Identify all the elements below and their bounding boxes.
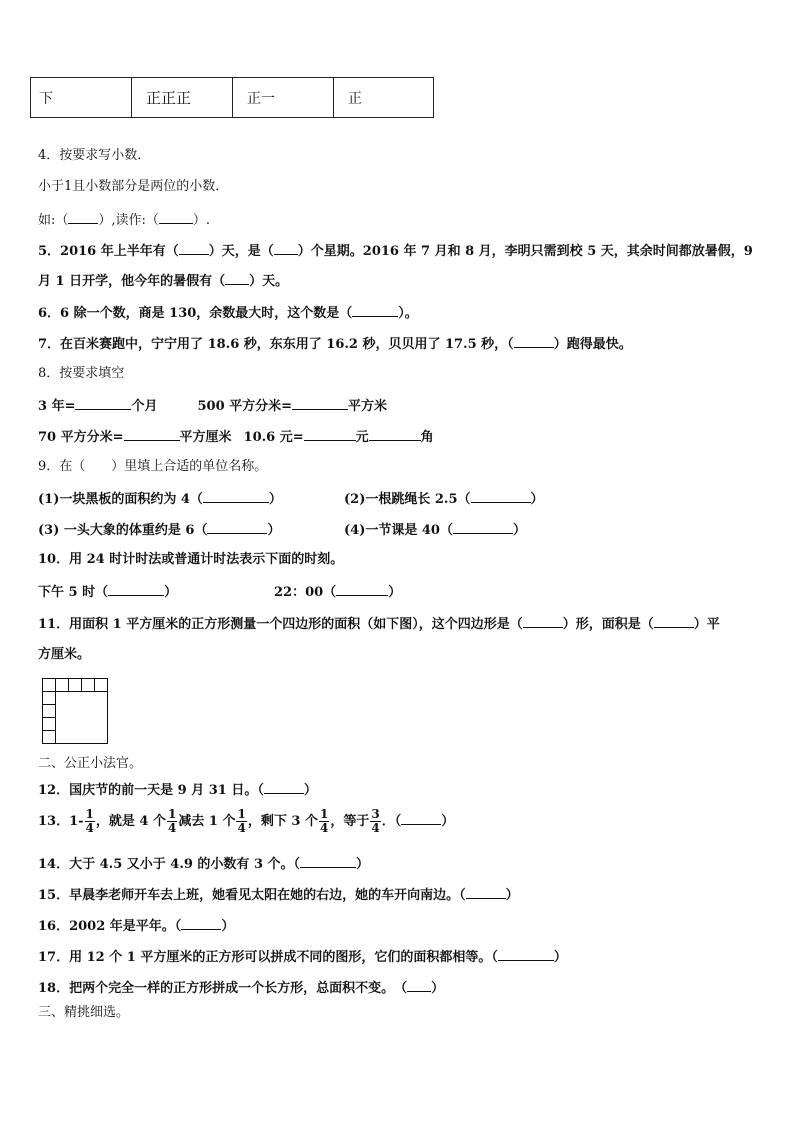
fraction-one-quarter bbox=[167, 808, 177, 835]
q13-blank[interactable] bbox=[401, 812, 441, 825]
q5-blank-3[interactable] bbox=[225, 272, 249, 285]
q17-line bbox=[38, 948, 567, 966]
q15-text-b: ） bbox=[505, 888, 519, 903]
grid-cell bbox=[43, 679, 56, 692]
q8-text-i: 角 bbox=[420, 430, 434, 445]
q4-blank-1[interactable] bbox=[68, 211, 98, 224]
q8-blank-1[interactable] bbox=[75, 397, 131, 410]
q10-item-b bbox=[274, 583, 401, 601]
q9-item-3 bbox=[38, 521, 280, 539]
grid-cell bbox=[69, 679, 82, 692]
q9-item-2-text: (2)一根跳绳长 2.5（ bbox=[344, 492, 471, 507]
q16-text-a: 16．2002 年是平年。（ bbox=[38, 919, 182, 934]
q17-text-b: ） bbox=[553, 950, 567, 965]
q9-title: 9．在（ ）里填上合适的单位名称。 bbox=[38, 459, 268, 474]
fraction-one-quarter bbox=[236, 808, 246, 835]
q15-line bbox=[38, 886, 519, 904]
q5-blank-2[interactable] bbox=[274, 242, 298, 255]
q16-blank[interactable] bbox=[181, 917, 221, 930]
q15-blank[interactable] bbox=[466, 886, 506, 899]
q9-blank-4[interactable] bbox=[453, 521, 513, 534]
q9-close-1: ） bbox=[268, 492, 282, 507]
q7-line bbox=[38, 335, 632, 353]
q7-text-a: 7．在百米赛跑中，宁宁用了 18.6 秒，东东用了 16.2 秒，贝贝用了 17.5 秒，（ bbox=[38, 337, 514, 352]
q12-text-b: ） bbox=[303, 783, 317, 798]
q12-text-a: 12．国庆节的前一天是 9 月 31 日。（ bbox=[38, 783, 264, 798]
q13-text-a: 13．1- bbox=[38, 814, 84, 829]
q13-text-b: ，就是 4 个 bbox=[95, 814, 167, 829]
q10-close-1: ） bbox=[164, 585, 178, 600]
q8-row-2 bbox=[38, 428, 434, 446]
q18-line bbox=[38, 979, 444, 997]
q13-text-e: ，等于 bbox=[330, 814, 370, 829]
q4-line bbox=[38, 211, 210, 229]
grid-cell bbox=[43, 718, 56, 731]
q16-text-b: ） bbox=[221, 919, 235, 934]
q14-blank[interactable] bbox=[300, 855, 356, 868]
quadrilateral-grid-figure bbox=[42, 678, 112, 748]
q12-line bbox=[38, 781, 317, 799]
fraction-denominator: 4 bbox=[371, 821, 380, 835]
q9-item-1 bbox=[38, 490, 282, 508]
q15-text-a: 15．早晨李老师开车去上班，她看见太阳在她的右边，她的车开向南边。（ bbox=[38, 888, 466, 903]
q5-text-d: 月 1 日开学，他今年的暑假有（ bbox=[38, 274, 226, 289]
q16-line bbox=[38, 917, 234, 935]
q6-text-b: ）。 bbox=[398, 306, 418, 321]
q11-text-b: ）形，面积是（ bbox=[562, 617, 654, 632]
q6-line bbox=[38, 304, 418, 322]
q4-end: ）. bbox=[192, 213, 211, 228]
fraction-numerator: 3 bbox=[371, 807, 380, 821]
grid-cell bbox=[43, 692, 56, 705]
section-3-heading: 三、精挑细选。 bbox=[38, 1005, 130, 1020]
grid-cell bbox=[56, 679, 69, 692]
q5-blank-1[interactable] bbox=[179, 242, 209, 255]
fraction-one-quarter bbox=[319, 808, 329, 835]
q11-blank-1[interactable] bbox=[523, 615, 563, 628]
q10-close-2: ） bbox=[388, 585, 402, 600]
q4-title: 4．按要求写小数． bbox=[38, 148, 151, 163]
q8-text-a: 3 年= bbox=[38, 399, 76, 414]
quadrilateral-outline bbox=[43, 679, 108, 744]
q9-item-1-text: (1)一块黑板的面积约为 4（ bbox=[38, 492, 203, 507]
grid-cell bbox=[43, 705, 56, 718]
q8-text-g: 10.6 元= bbox=[243, 430, 304, 445]
q14-line bbox=[38, 855, 369, 873]
q11-text-a: 11．用面积 1 平方厘米的正方形测量一个四边形的面积（如下图），这个四边形是（ bbox=[38, 617, 523, 632]
tally-cell-3: 正一 bbox=[233, 78, 334, 118]
tally-row bbox=[31, 78, 434, 118]
q17-blank[interactable] bbox=[498, 948, 554, 961]
q8-blank-5[interactable] bbox=[369, 428, 421, 441]
q18-text-a: 18．把两个完全一样的正方形拼成一个长方形，总面积不变。 （ bbox=[38, 981, 408, 996]
tally-cell-2: 正正正 bbox=[132, 78, 233, 118]
q10-text-a: 下午 5 时（ bbox=[38, 585, 109, 600]
q8-text-d: 平方米 bbox=[348, 399, 388, 414]
q13-line bbox=[38, 807, 454, 837]
q11-line-1 bbox=[38, 615, 720, 633]
q9-item-4-text: (4)一节课是 40（ bbox=[344, 523, 453, 538]
q9-close-2: ） bbox=[530, 492, 544, 507]
q11-text-c: ）平 bbox=[693, 617, 720, 632]
q13-text-g: ） bbox=[441, 814, 455, 829]
q4-desc: 小于1且小数部分是两位的小数． bbox=[38, 179, 229, 194]
q8-text-e: 70 平方分米= bbox=[38, 430, 124, 445]
q4-mid: ）,读作:（ bbox=[98, 213, 159, 228]
q8-text-h: 元 bbox=[355, 430, 369, 445]
q8-blank-3[interactable] bbox=[124, 428, 180, 441]
q8-text-b: 个月 bbox=[131, 399, 158, 414]
q5-line-1 bbox=[38, 242, 753, 260]
q10-blank-2[interactable] bbox=[336, 583, 388, 596]
q11-line-2: 方厘米。 bbox=[38, 647, 91, 662]
tally-table bbox=[30, 77, 434, 118]
grid-cell bbox=[95, 679, 108, 692]
section-2-heading: 二、公正小法官。 bbox=[38, 756, 143, 771]
q5-line-2 bbox=[38, 272, 288, 290]
q18-blank[interactable] bbox=[407, 979, 431, 992]
q9-item-3-text: (3) 一头大象的体重约是 6（ bbox=[38, 523, 208, 538]
q9-blank-2[interactable] bbox=[471, 490, 531, 503]
q8-text-c: 500 平方分米= bbox=[197, 399, 293, 414]
q9-blank-1[interactable] bbox=[203, 490, 269, 503]
q5-text-a: 5．2016 年上半年有（ bbox=[38, 244, 179, 259]
q14-text-b: ） bbox=[356, 857, 370, 872]
q14-text-a: 14．大于 4.5 又小于 4.9 的小数有 3 个。（ bbox=[38, 857, 301, 872]
q4-pre: 如:（ bbox=[38, 213, 69, 228]
fraction-denominator: 4 bbox=[237, 821, 246, 835]
q9-item-2 bbox=[344, 490, 544, 508]
q6-text-a: 6．6 除一个数，商是 130，余数最大时，这个数是（ bbox=[38, 306, 353, 321]
fraction-numerator: 1 bbox=[237, 807, 246, 821]
fraction-one-quarter bbox=[85, 808, 95, 835]
q13-text-f: ．（ bbox=[381, 814, 402, 829]
tally-cell-1: 下 bbox=[31, 78, 132, 118]
q6-blank[interactable] bbox=[352, 304, 398, 317]
fraction-numerator: 1 bbox=[85, 807, 94, 821]
q7-text-b: ）跑得最快。 bbox=[553, 337, 632, 352]
fraction-numerator: 1 bbox=[168, 807, 177, 821]
q5-text-c: ）个星期。2016 年 7 月和 8 月，李明只需到校 5 天，其余时间都放暑假，9 bbox=[297, 244, 753, 259]
q10-item-a bbox=[38, 583, 177, 601]
q10-blank-1[interactable] bbox=[108, 583, 164, 596]
q9-close-3: ） bbox=[267, 523, 281, 538]
q4-blank-2[interactable] bbox=[159, 211, 193, 224]
grid-cell bbox=[43, 731, 56, 744]
q7-blank[interactable] bbox=[514, 335, 554, 348]
fraction-numerator: 1 bbox=[319, 807, 329, 821]
fraction-denominator: 4 bbox=[319, 821, 329, 835]
q8-title: 8．按要求填空 bbox=[38, 366, 125, 381]
q10-title: 10．用 24 时计时法或普通计时法表示下面的时刻。 bbox=[38, 552, 344, 567]
q11-blank-2[interactable] bbox=[654, 615, 694, 628]
q5-text-b: ）天，是（ bbox=[208, 244, 274, 259]
fraction-three-quarters bbox=[370, 808, 380, 835]
q10-text-b: 22：00（ bbox=[274, 585, 337, 600]
q13-text-d: ，剩下 3 个 bbox=[247, 814, 318, 829]
q18-text-b: ） bbox=[431, 981, 445, 996]
q8-blank-2[interactable] bbox=[292, 397, 348, 410]
q9-blank-3[interactable] bbox=[207, 521, 267, 534]
q17-text-a: 17．用 12 个 1 平方厘米的正方形可以拼成不同的图形，它们的面积都相等。（ bbox=[38, 950, 498, 965]
fraction-denominator: 4 bbox=[85, 821, 94, 835]
q8-row-1 bbox=[38, 397, 387, 415]
grid-cell bbox=[82, 679, 95, 692]
q8-text-f: 平方厘米 bbox=[179, 430, 232, 445]
q9-item-4 bbox=[344, 521, 526, 539]
q13-text-c: 减去 1 个 bbox=[178, 814, 236, 829]
tally-cell-4: 正 bbox=[334, 78, 434, 118]
q9-close-4: ） bbox=[512, 523, 526, 538]
q8-blank-4[interactable] bbox=[304, 428, 356, 441]
fraction-denominator: 4 bbox=[168, 821, 177, 835]
q5-text-e: ）天。 bbox=[249, 274, 289, 289]
q12-blank[interactable] bbox=[264, 781, 304, 794]
